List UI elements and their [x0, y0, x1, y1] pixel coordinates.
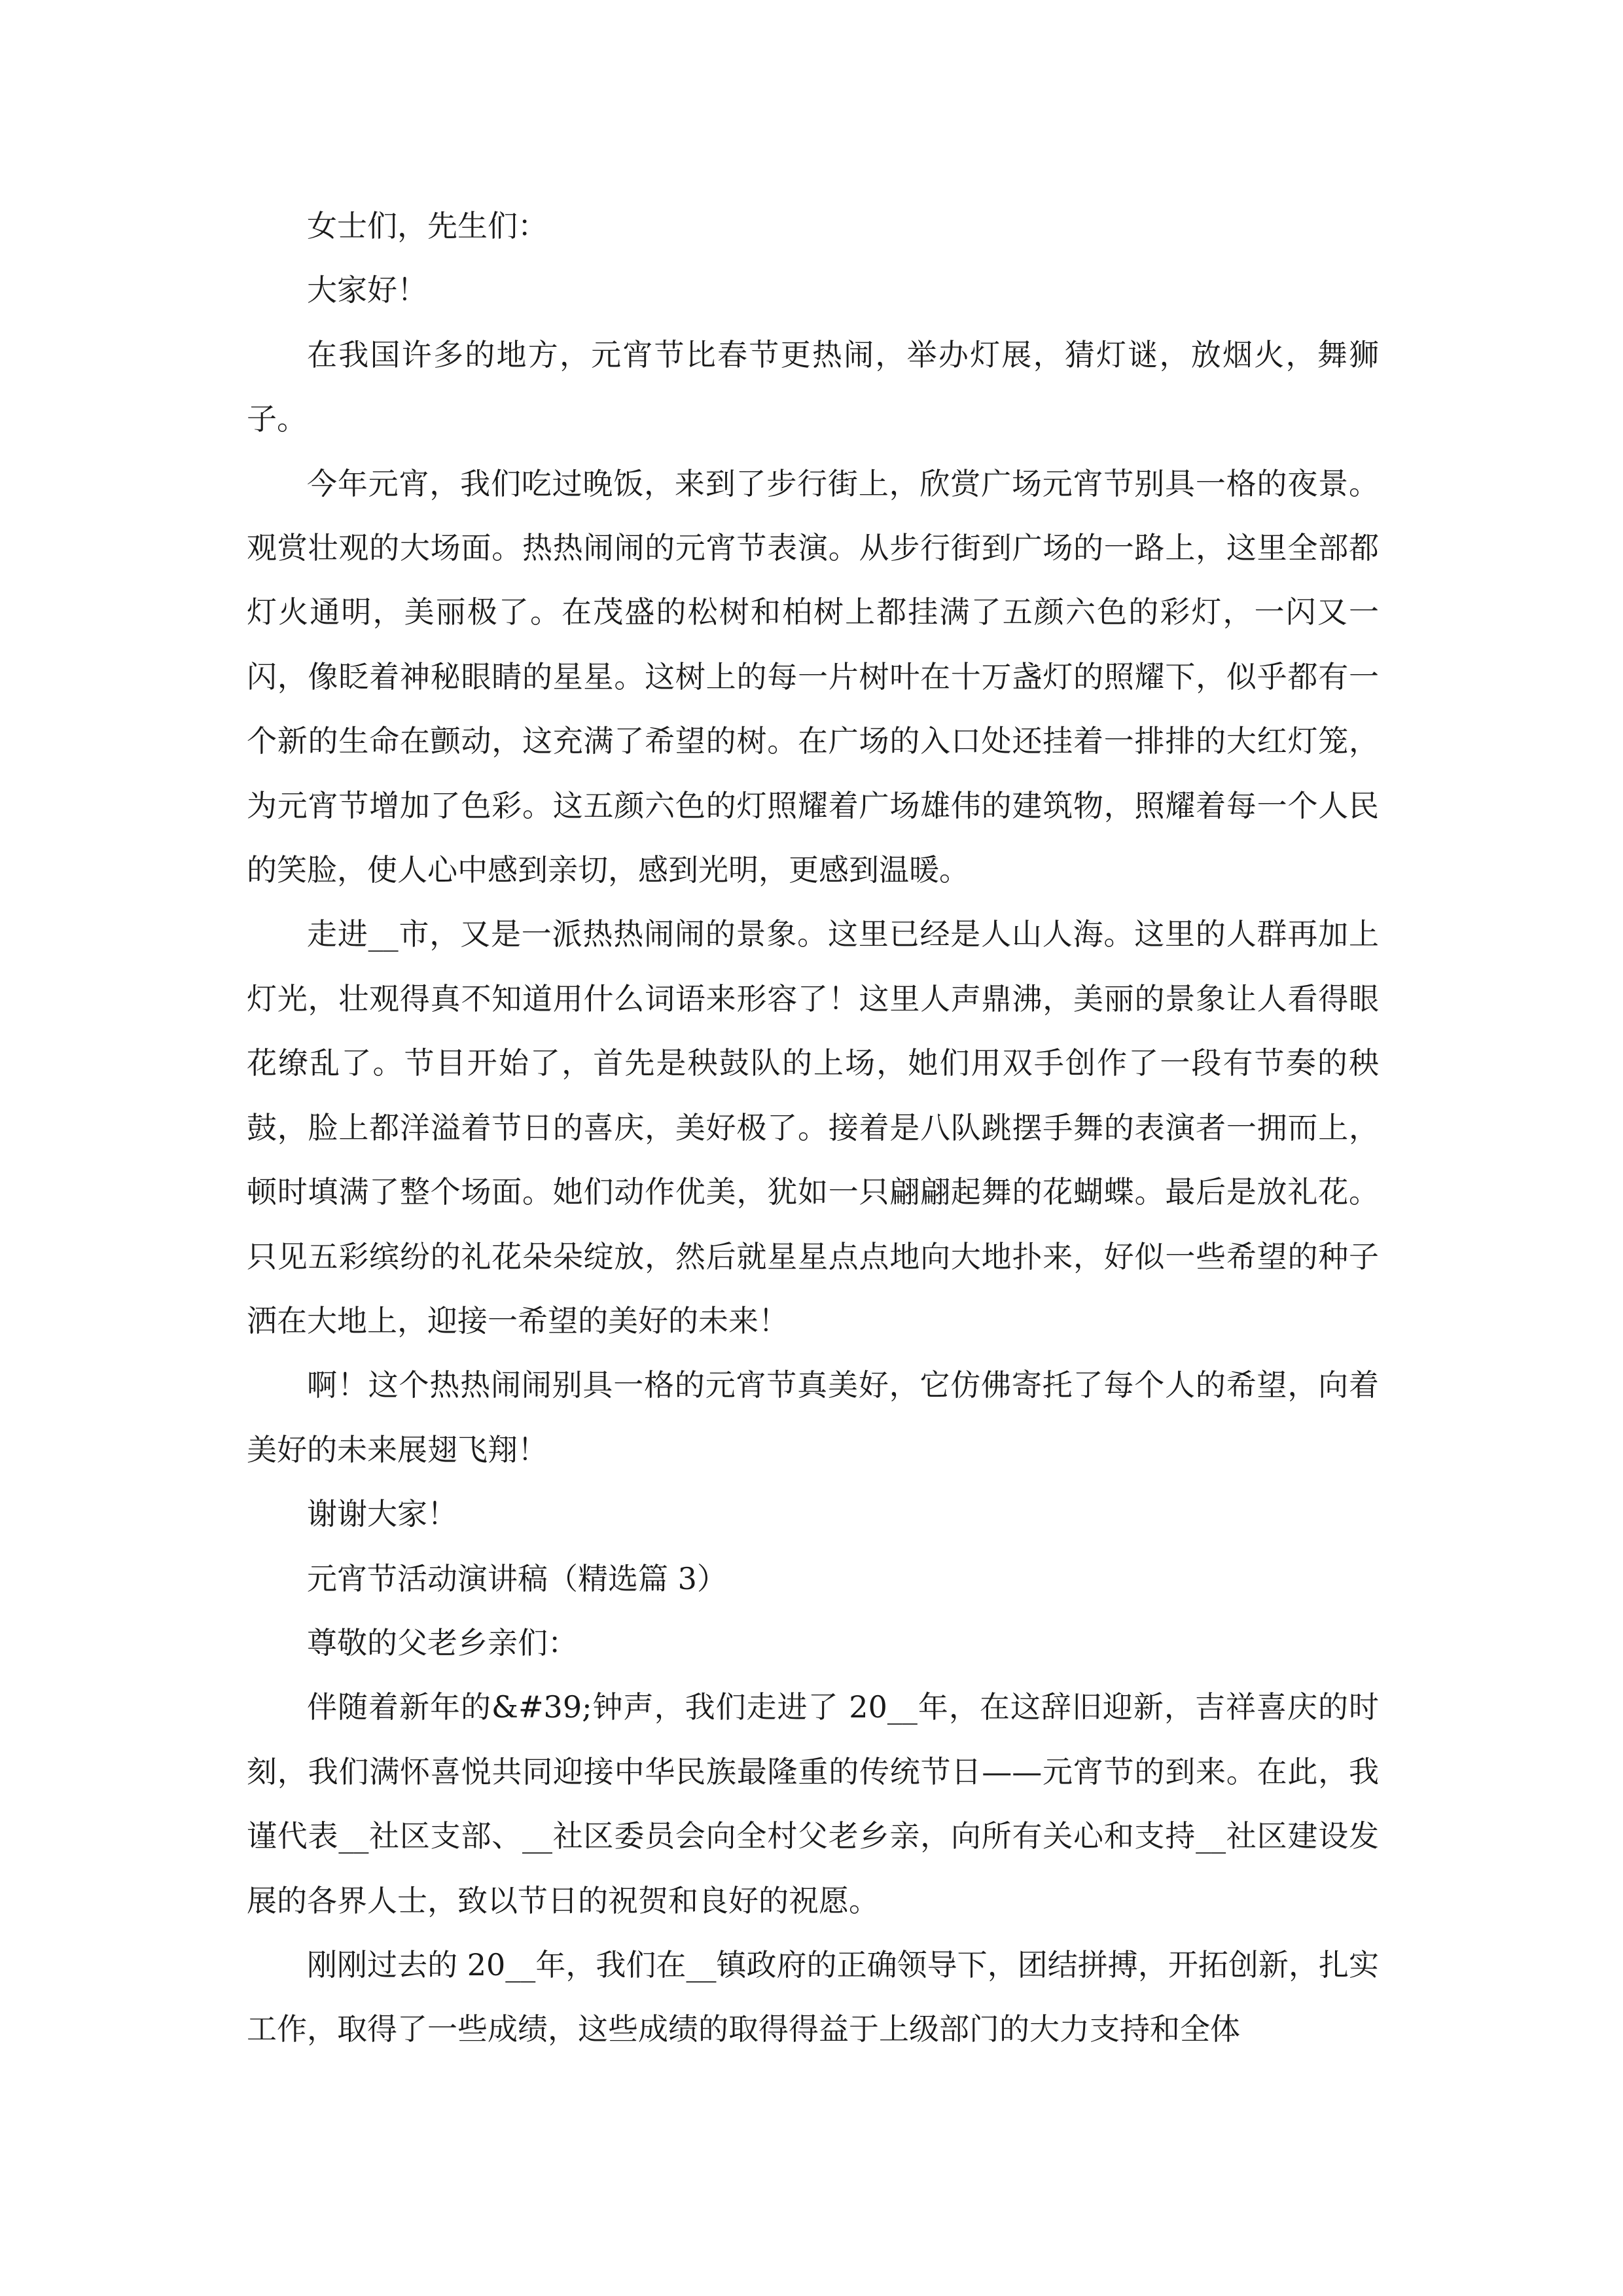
document-body — [247, 194, 1379, 2062]
paragraph-festival-intro: 在我国许多的地方，元宵节比春节更热闹，举办灯展，猜灯谜，放烟火，舞狮子。 — [247, 336, 1379, 437]
paragraph-hello: 大家好！ — [307, 272, 427, 308]
paragraph-salutation: 尊敬的父老乡亲们： — [307, 1624, 578, 1660]
paragraph-exclamation: 啊！这个热热闹闹别具一格的元宵节真美好，它仿佛寄托了每个人的希望，向着美好的未来展翅飞翔！ — [247, 1367, 1379, 1467]
paragraph-past-year: 刚刚过去的 20__年，我们在__镇政府的正确领导下，团结拼搏，开拓创新，扎实工作，取得了一些成绩，这些成绩的取得得益于上级部门的大力支持和全体 — [247, 1946, 1379, 2047]
paragraph-new-year: 伴随着新年的&#39;钟声，我们走进了 20__年，在这辞旧迎新，吉祥喜庆的时刻，我们满怀喜悦共同迎接中华民族最隆重的传统节日——元宵节的到来。在此，我谨代表__社区支部、__社区委员会向全村父老乡亲，向所有关心和支持__社区建设发展的各界人士，致以节日的祝贺和良好的祝愿。 — [247, 1689, 1379, 1918]
paragraph-night-scene: 今年元宵，我们吃过晚饭，来到了步行街上，欣赏广场元宵节别具一格的夜景。观赏壮观的大场面。热热闹闹的元宵节表演。从步行街到广场的一路上，这里全部都灯火通明，美丽极了。在茂盛的松树和柏树上都挂满了五颜六色的彩灯，一闪又一闪，像眨着神秘眼睛的星星。这树上的每一片树叶在十万盏灯的照耀下，似乎都有一个新的生命在颤动，这充满了希望的树。在广场的入口处还挂着一排排的大红灯笼，为元宵节增加了色彩。这五颜六色的灯照耀着广场雄伟的建筑物，照耀着每一个人民的笑脸，使人心中感到亲切，感到光明，更感到温暖。 — [247, 465, 1379, 888]
section-title: 元宵节活动演讲稿（精选篇 3） — [307, 1560, 727, 1596]
paragraph-thanks: 谢谢大家！ — [307, 1496, 457, 1532]
paragraph-greeting: 女士们，先生们： — [307, 208, 548, 243]
paragraph-city-celebration: 走进__市，又是一派热热闹闹的景象。这里已经是人山人海。这里的人群再加上灯光，壮观得真不知道用什么词语来形容了！这里人声鼎沸，美丽的景象让人看得眼花缭乱了。节目开始了，首先是秧鼓队的上场，她们用双手创作了一段有节奏的秧鼓，脸上都洋溢着节日的喜庆，美好极了。接着是八队跳摆手舞的表演者一拥而上，顿时填满了整个场面。她们动作优美，犹如一只翩翩起舞的花蝴蝶。最后是放礼花。只见五彩缤纷的礼花朵朵绽放，然后就星星点点地向大地扑来，好似一些希望的种子洒在大地上，迎接一希望的美好的未来！ — [247, 916, 1379, 1338]
